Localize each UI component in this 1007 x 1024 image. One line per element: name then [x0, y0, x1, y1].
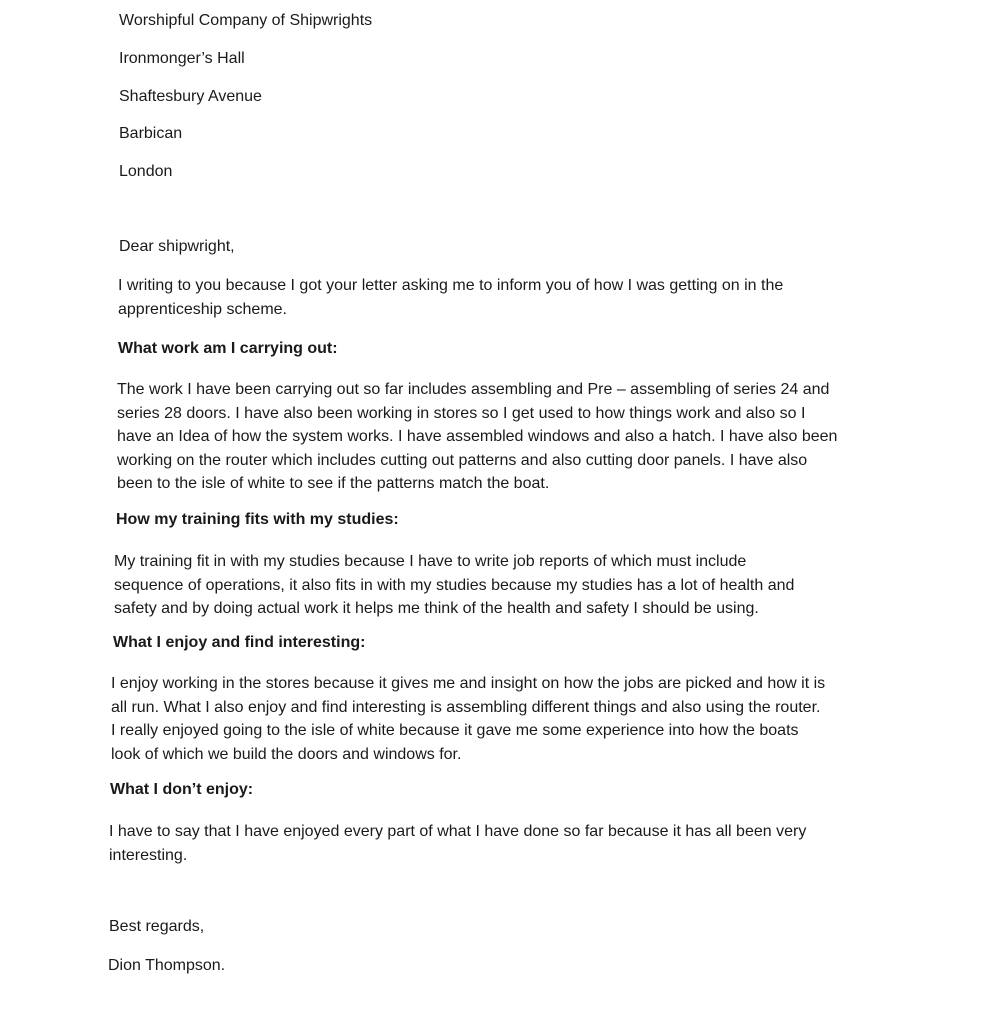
- section-heading-work: What work am I carrying out:: [118, 340, 338, 357]
- paragraph-line: working on the router which includes cutting out patterns and also cutting door panels. I have also: [117, 451, 808, 469]
- salutation: Dear shipwright,: [119, 238, 235, 255]
- section-paragraph-enjoy: [111, 672, 825, 766]
- paragraph-line: apprenticeship scheme.: [118, 300, 287, 318]
- address-line-district: Barbican: [119, 125, 183, 142]
- paragraph-line: I enjoy working in the stores because it gives me and insight on how the jobs are picked and how it is: [111, 675, 826, 692]
- paragraph-line: My training fit in with my studies because I have to write job reports of which must include: [114, 553, 747, 570]
- intro-paragraph: [118, 274, 783, 321]
- paragraph-line: have an Idea of how the system works. I have assembled windows and also a hatch. I have also been: [117, 428, 838, 445]
- paragraph-line: interesting.: [109, 846, 188, 864]
- section-paragraph-training: [114, 550, 794, 621]
- paragraph-line: I really enjoyed going to the isle of white because it gave me some experience into how the boats: [111, 722, 799, 739]
- paragraph-line: sequence of operations, it also fits in with my studies because my studies has a lot of health and: [114, 576, 795, 594]
- address-line-hall: Ironmonger’s Hall: [119, 50, 245, 67]
- address-line-company: Worshipful Company of Shipwrights: [119, 12, 373, 29]
- section-heading-dislike: What I don’t enjoy:: [110, 781, 254, 798]
- section-paragraph-dislike: [109, 820, 806, 867]
- section-heading-enjoy: What I enjoy and find interesting:: [113, 634, 366, 651]
- paragraph-line: been to the isle of white to see if the patterns match the boat.: [117, 475, 550, 492]
- address-line-street: Shaftesbury Avenue: [119, 88, 262, 105]
- section-heading-training: How my training fits with my studies:: [116, 511, 399, 528]
- signature: Dion Thompson.: [108, 957, 226, 974]
- paragraph-line: I have to say that I have enjoyed every part of what I have done so far because it has all been very: [109, 823, 807, 840]
- section-paragraph-work: [117, 378, 837, 496]
- paragraph-line: all run. What I also enjoy and find interesting is assembling different things and also using the router.: [111, 698, 821, 716]
- address-line-city: London: [119, 163, 173, 180]
- paragraph-line: series 28 doors. I have also been working in stores so I get used to how things work and also so I: [117, 404, 806, 422]
- paragraph-line: look of which we build the doors and windows for.: [111, 745, 462, 763]
- closing: Best regards,: [109, 918, 205, 935]
- paragraph-line: safety and by doing actual work it helps me think of the health and safety I should be using.: [114, 600, 759, 617]
- paragraph-line: The work I have been carrying out so far includes assembling and Pre – assembling of series 24 and: [117, 381, 830, 398]
- paragraph-line: I writing to you because I got your letter asking me to inform you of how I was getting on in the: [118, 277, 784, 294]
